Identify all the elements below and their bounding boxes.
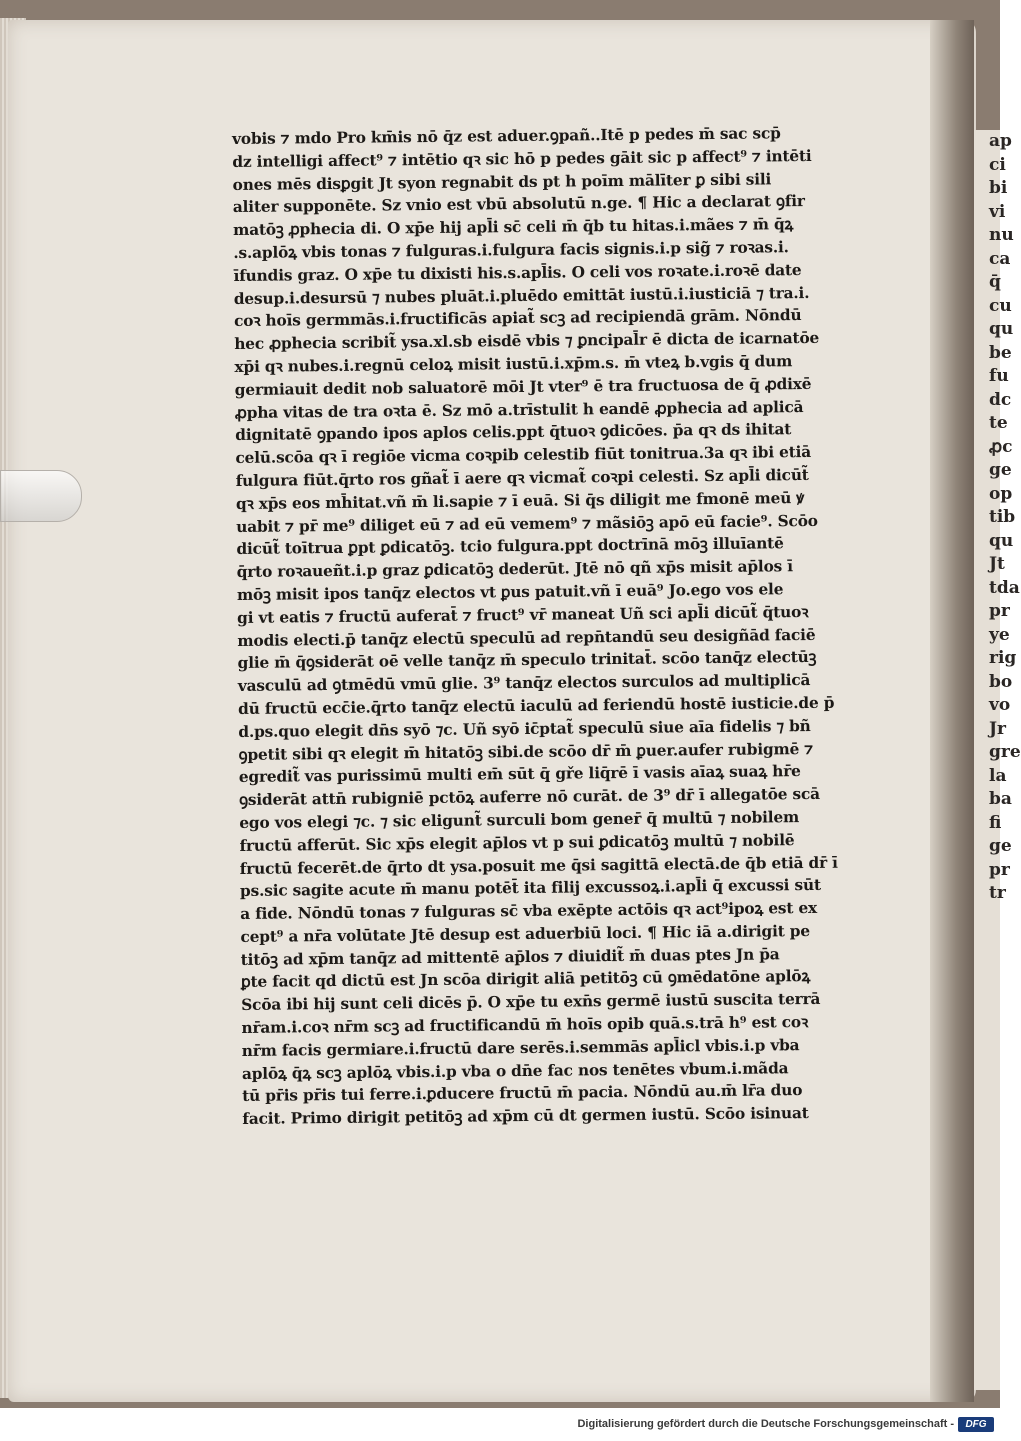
book-gutter	[930, 20, 974, 1402]
text-line: ꝑte facit qd dictū est Jn scōa dirigit aliā petitōꝫ cū ꝯmēdatōne aplōꝝ	[240, 967, 811, 992]
text-line: vasculū ad ꝯtmēdū vmū glie. 3⁹ tanq̄z electos surculos ad multiplicā	[237, 671, 811, 696]
margin-fragment: vi	[989, 201, 1006, 222]
text-line: dz intelligi affect⁹ ⁊ intētio qꝛ sic hō p pedes gāit sic p affect⁹ ⁊ intēti	[232, 146, 812, 171]
right-page-fragment	[974, 130, 1021, 1390]
text-line: nr̄am.i.coꝛ nr̄m scꝫ ad fructificandū m̄ hoīs opib quā.s.trā h⁹ est coꝛ	[241, 1013, 809, 1038]
margin-fragment: be	[989, 342, 1012, 363]
text-line: .s.aplōꝝ vbis tonas ⁊ fulguras.i.fulgura facis signis.i.p sig̃ ⁊ roꝛas.i.	[233, 238, 789, 262]
text-line: ego vos elegi ⁊c. ⁊ sic eligunt̃ surculi bom gener̄ q̄ multū ⁊ nobilem	[239, 808, 800, 832]
text-line: ps.sic sagite acute m̄ manu potēt̄ ita filij excussoꝝ.i.apl̄i q̄ excussi sūt	[239, 876, 821, 901]
text-line: vobis ⁊ mdo Pro km̄is nō q̄z est aduer.ꝯpañ..Itē p pedes m̄ sac scp̄	[232, 124, 781, 148]
margin-fragment: ꝓc	[989, 436, 1013, 457]
margin-fragment: ca	[989, 248, 1011, 269]
margin-fragment: tr	[989, 883, 1006, 903]
text-line: desup.i.desursū ⁊ nubes pluāt.i.pluēdo emittāt iustū.i.iusticiā ⁊ tra.i.	[233, 283, 810, 308]
text-line: aplōꝝ q̄ꝝ scꝫ aplōꝝ vbis.i.p vba o dn̄e fac nos tenētes vbum.i.mãda	[241, 1058, 789, 1083]
text-line: Scōa ibi hij sunt celi dicēs p̄. O xp̄e tu exn̄s germē iustū suscita terrā	[241, 990, 821, 1015]
margin-fragment: pr	[989, 859, 1010, 880]
text-line: cept⁹ a nr̄a volūtate Jtē desup est aduerbiū loci. ¶ Hic iā a.dirigit pe	[240, 921, 811, 946]
text-line: fructū fecerēt.de q̄rto dt ysa.posuit me q̄si sagittā electā.de q̄b etiā dr̄ ī	[239, 853, 838, 878]
margin-fragment: ge	[989, 460, 1012, 480]
margin-fragment: ap	[989, 131, 1012, 151]
text-line: germiauit dedit nob saluatorē mōi Jt vter⁹ ē tra fructuosa de q̄ ꝓdixē	[234, 374, 812, 399]
margin-fragment: tib	[989, 507, 1016, 527]
text-line: glie m̄ q̄ꝯsiderāt oē velle tanq̄z m̄ speculo trinitat̄. scōo tanq̄z electūꝫ	[237, 648, 817, 673]
text-line: dicūt̃ toītrua ꝑpt ꝑdicatōꝫ. tcio fulgura.ppt doctrīnā mōꝫ illuīantē	[236, 534, 784, 559]
margin-fragment: ci	[989, 154, 1006, 175]
margin-fragment: nu	[989, 225, 1014, 245]
margin-fragment: Jt	[989, 554, 1005, 574]
text-line: īfundis graz. O xp̄e tu dixisti his.s.apl̄is. O celi vos roꝛate.i.roꝛē date	[233, 260, 802, 285]
text-line: titōꝫ ad xp̄m tanq̄z ad mittentē ap̄los ⁊ diuidit̃ m̄ duas ptes Jn p̄a	[240, 944, 780, 969]
text-line: gi vt eatis ⁊ fructū auferat̄ ⁊ fruct⁹ vr̄ maneat Uñ sci apl̄i dicūt̃ q̄tuoꝛ	[237, 602, 809, 627]
text-line: nr̄m facis germiare.i.fructū dare serēs.i.semmās apl̄icl vbis.i.p vba	[241, 1035, 800, 1060]
margin-fragment: Jr	[989, 718, 1006, 739]
margin-fragment: ye	[989, 624, 1010, 645]
margin-fragment: bi	[989, 178, 1008, 198]
text-line: ꝓpha vitas de tra oꝛta ē. Sz mō a.trīstulit h eandē ꝓphecia ad aplicā	[234, 397, 804, 422]
main-text-block	[232, 121, 938, 1131]
margin-fragment: la	[989, 765, 1007, 786]
text-line: tū pr̄is pr̄is tui ferre.i.ꝑducere fructū m̄ pacia. Nōndū au.m̄ lr̄a duo	[242, 1081, 803, 1106]
text-line: ꝯpetit sibi qꝛ elegit m̄ hitatōꝫ sibi.de scōo dr̄ m̄ ꝑuer.aufer rubigmē ⁊	[238, 739, 814, 764]
text-line: hec ꝓphecia scribit̃ ysa.xl.sb eisdē vbis ⁊ ꝑncipal̄r ē dicta de icarnatōe	[234, 329, 820, 354]
margin-fragment: ba	[989, 789, 1012, 809]
margin-fragment: ge	[989, 836, 1012, 856]
margin-fragment: fi	[989, 812, 1002, 833]
margin-fragment: qu	[989, 530, 1014, 551]
margin-fragment: vo	[989, 695, 1011, 715]
text-line: modis electi.p̄ tanq̄z electū speculū ad repn̄tandū seu desigñād faciē	[237, 625, 816, 650]
text-line: celū.scōa qꝛ ī regiōe vicma coꝛpib celestib fiūt tonitrua.3a qꝛ ibi etiā	[235, 443, 812, 468]
text-line: matōꝫ ꝓphecia di. O xp̄e hij apl̄i sc̄ celi m̄ q̄b tu hitas.i.mães ⁊ m̄ q̄ꝝ	[232, 215, 794, 240]
dfg-logo: DFG	[958, 1417, 994, 1432]
page-clip	[0, 470, 82, 522]
text-line: mōꝫ misit ipos tanq̄z electos vt ꝑus patuit.vñ ī euā⁹ Jo.ego vos ele	[236, 580, 784, 604]
text-line: uabit ⁊ pr̄ me⁹ diliget eū ⁊ ad eū vemem⁹ ⁊ mãsiōꝫ apō eū facie⁹. Scōo	[236, 511, 818, 536]
margin-fragment: dc	[989, 389, 1012, 410]
margin-fragment: qu	[989, 319, 1014, 339]
text-line: d.ps.quo elegit dn̄s syō ⁊c. Uñ syō ic̄ptat̃ speculū siue aīa fidelis ⁊ bñ	[238, 716, 811, 741]
dfg-credit: Digitalisierung gefördert durch die Deutsche Forschungsgemeinschaft -	[577, 1418, 954, 1430]
text-line: fulgura fiūt.q̄rto ros gñat̃ ī aere qꝛ vicmat̃ coꝛpi celesti. Sz apl̄i dicūt̃	[235, 465, 809, 490]
margin-fragment: tda	[989, 577, 1020, 598]
text-line: fructū afferūt. Sic xp̄s elegit ap̄los vt p sui ꝑdicatōꝫ multū ⁊ nobilē	[239, 830, 795, 855]
margin-fragment: fu	[989, 366, 1009, 386]
right-page-margin-text	[974, 130, 1021, 906]
text-line: dū fructū ecc̄ie.q̄rto tanq̄z electū iaculū ad feriendū hostē iusticie.de p̄	[237, 693, 835, 718]
text-line: qꝛ xp̄s eos mh̄itat.vñ m̄ li.sapie ⁊ ī euā. Si q̄s diligit me fmonē meū ꝟ	[235, 488, 804, 513]
margin-fragment: pr	[989, 601, 1010, 621]
margin-fragment: gre	[989, 742, 1021, 762]
margin-fragment: op	[989, 483, 1013, 504]
margin-fragment: rig	[989, 648, 1017, 668]
margin-fragment: bo	[989, 671, 1013, 692]
footer-bar	[0, 1408, 1000, 1441]
text-line: facit. Primo dirigit petitōꝫ ad xp̄m cū dt germen iustū. Scōo isinuat	[242, 1104, 809, 1129]
text-line: a fide. Nōndū tonas ⁊ fulguras sc̄ vba exēpte actōis qꝛ act⁹ipoꝝ est ex	[240, 899, 818, 924]
text-line: ones mēs disꝑgit Jt syon regnabit ds pt h poīm mālīter ꝑ sibi sili	[232, 169, 772, 194]
text-line: egredit̃ vas purissimū multi em̄ sūt q̄ gře liq̄rē ī vasis aīaꝝ suaꝝ hr̄e	[238, 762, 801, 787]
text-line: coꝛ hoīs germmās.i.fructificās apiat̃ scꝫ ad recipiendā grām. Nōndū	[233, 306, 802, 331]
margin-fragment: q̄	[989, 272, 1001, 292]
text-line: ꝯsiderāt attn̄ rubigniē pctōꝝ auferre nō curāt. de 3⁹ dr̄ ī allegatōe scā	[238, 784, 821, 810]
text-line: dignitatē ꝯpando ipos aplos celis.ppt q̄tuoꝛ ꝯdicōes. p̄a qꝛ ds ihitat	[235, 420, 792, 445]
text-line: aliter supponēte. Sz vnio est vbū absolutū n.ge. ¶ Hic a declarat ꝯfir	[232, 192, 805, 217]
margin-fragment: cu	[989, 295, 1012, 316]
margin-fragment: te	[989, 413, 1008, 433]
text-line: xp̄i qꝛ nubes.i.regnū celoꝝ misit iustū.i.xp̄m.s. m̄ vteꝝ b.vgis q̄ dum	[234, 352, 793, 376]
text-line: q̄rto roꝛaueñt.i.p graz ꝑdicatōꝫ dederūt. Jtē nō qñ xp̄s misit ap̄los ī	[236, 557, 793, 582]
